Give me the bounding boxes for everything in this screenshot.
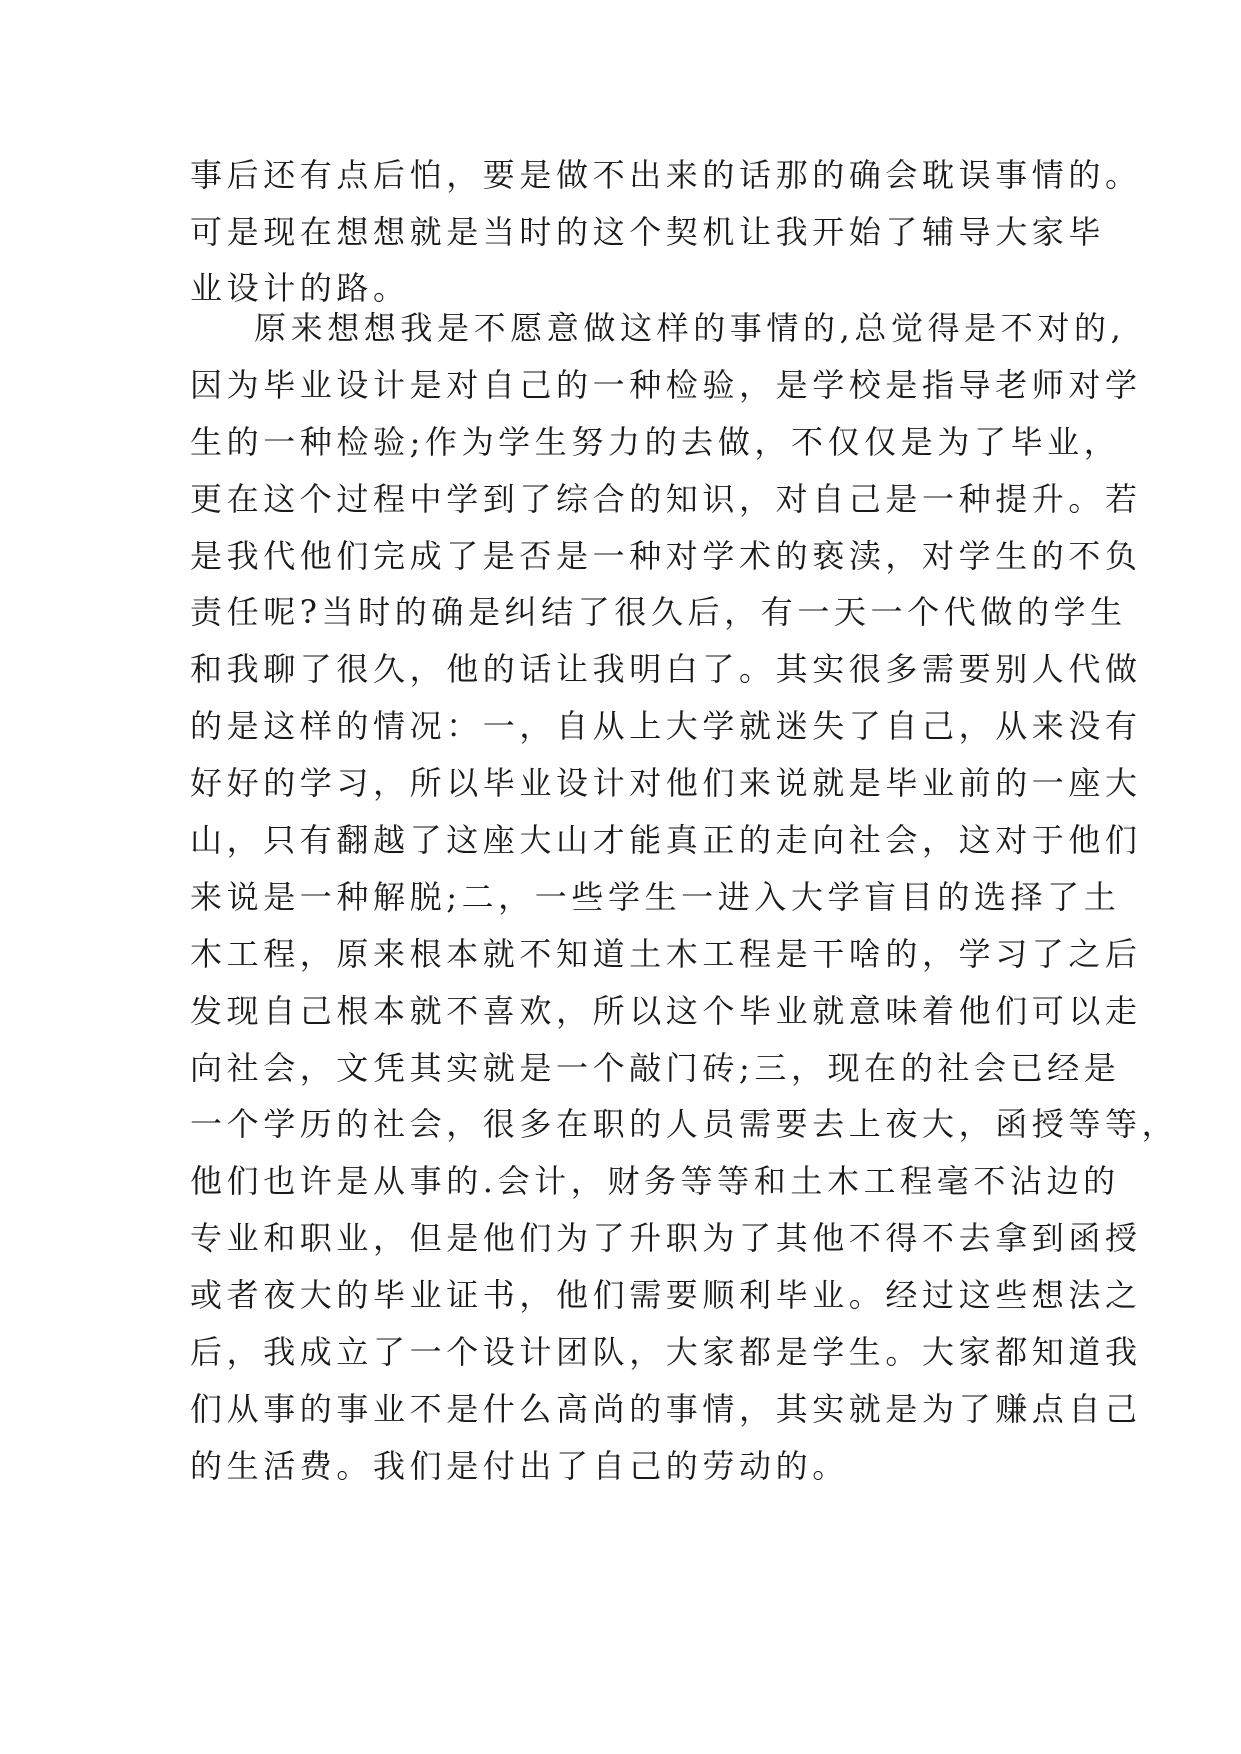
text-line: 木工程，原来根本就不知道土木工程是干啥的，学习了之后 [190, 934, 1142, 973]
text-line: 原来想想我是不愿意做这样的事情的,总觉得是不对的, [254, 309, 1126, 347]
text-line: 生的一种检验;作为学生努力的去做，不仅仅是为了毕业， [190, 422, 1121, 461]
text-line: 发现自己根本就不喜欢，所以这个毕业就意味着他们可以走 [190, 991, 1142, 1030]
text-line: 一个学历的社会，很多在职的人员需要去上夜大，函授等等， [190, 1105, 1179, 1144]
text-line: 们从事的事业不是什么高尚的事情，其实就是为了赚点自己 [190, 1389, 1142, 1428]
text-line: 山，只有翻越了这座大山才能真正的走向社会，这对于他们 [190, 821, 1142, 860]
text-line: 责任呢?当时的确是纠结了很久后，有一天一个代做的学生 [190, 593, 1127, 632]
text-line: 和我聊了很久，他的话让我明白了。其实很多需要别人代做 [190, 650, 1142, 689]
text-line: 更在这个过程中学到了综合的知识，对自己是一种提升。若 [190, 479, 1142, 518]
text-line: 专业和职业，但是他们为了升职为了其他不得不去拿到函授 [190, 1219, 1142, 1258]
text-line: 向社会，文凭其实就是一个敲门砖;三，现在的社会已经是 [190, 1048, 1121, 1087]
text-line: 是我代他们完成了是否是一种对学术的亵渎，对学生的不负 [190, 536, 1142, 575]
text-line: 好好的学习，所以毕业设计对他们来说就是毕业前的一座大 [190, 764, 1142, 803]
text-line: 事后还有点后怕，要是做不出来的话那的确会耽误事情的。 [190, 156, 1142, 194]
paragraph-1 [190, 147, 1142, 317]
text-line: 他们也许是从事的.会计，财务等等和土木工程毫不沾边的 [190, 1162, 1120, 1201]
text-line: 的生活费。我们是付出了自己的劳动的。 [190, 1446, 849, 1485]
text-line: 业设计的路。 [190, 269, 410, 307]
text-line: 来说是一种解脱;二，一些学生一进入大学盲目的选择了土 [190, 877, 1121, 916]
text-line: 或者夜大的毕业证书，他们需要顺利毕业。经过这些想法之 [190, 1276, 1142, 1315]
text-line: 因为毕业设计是对自己的一种检验，是学校是指导老师对学 [190, 365, 1142, 404]
text-line: 可是现在想想就是当时的这个契机让我开始了辅导大家毕 [190, 212, 1106, 251]
paragraph-2 [190, 300, 1179, 1495]
text-line: 的是这样的情况：一，自从上大学就迷失了自己，从来没有 [190, 707, 1142, 746]
text-line: 后，我成立了一个设计团队，大家都是学生。大家都知道我 [190, 1333, 1142, 1372]
